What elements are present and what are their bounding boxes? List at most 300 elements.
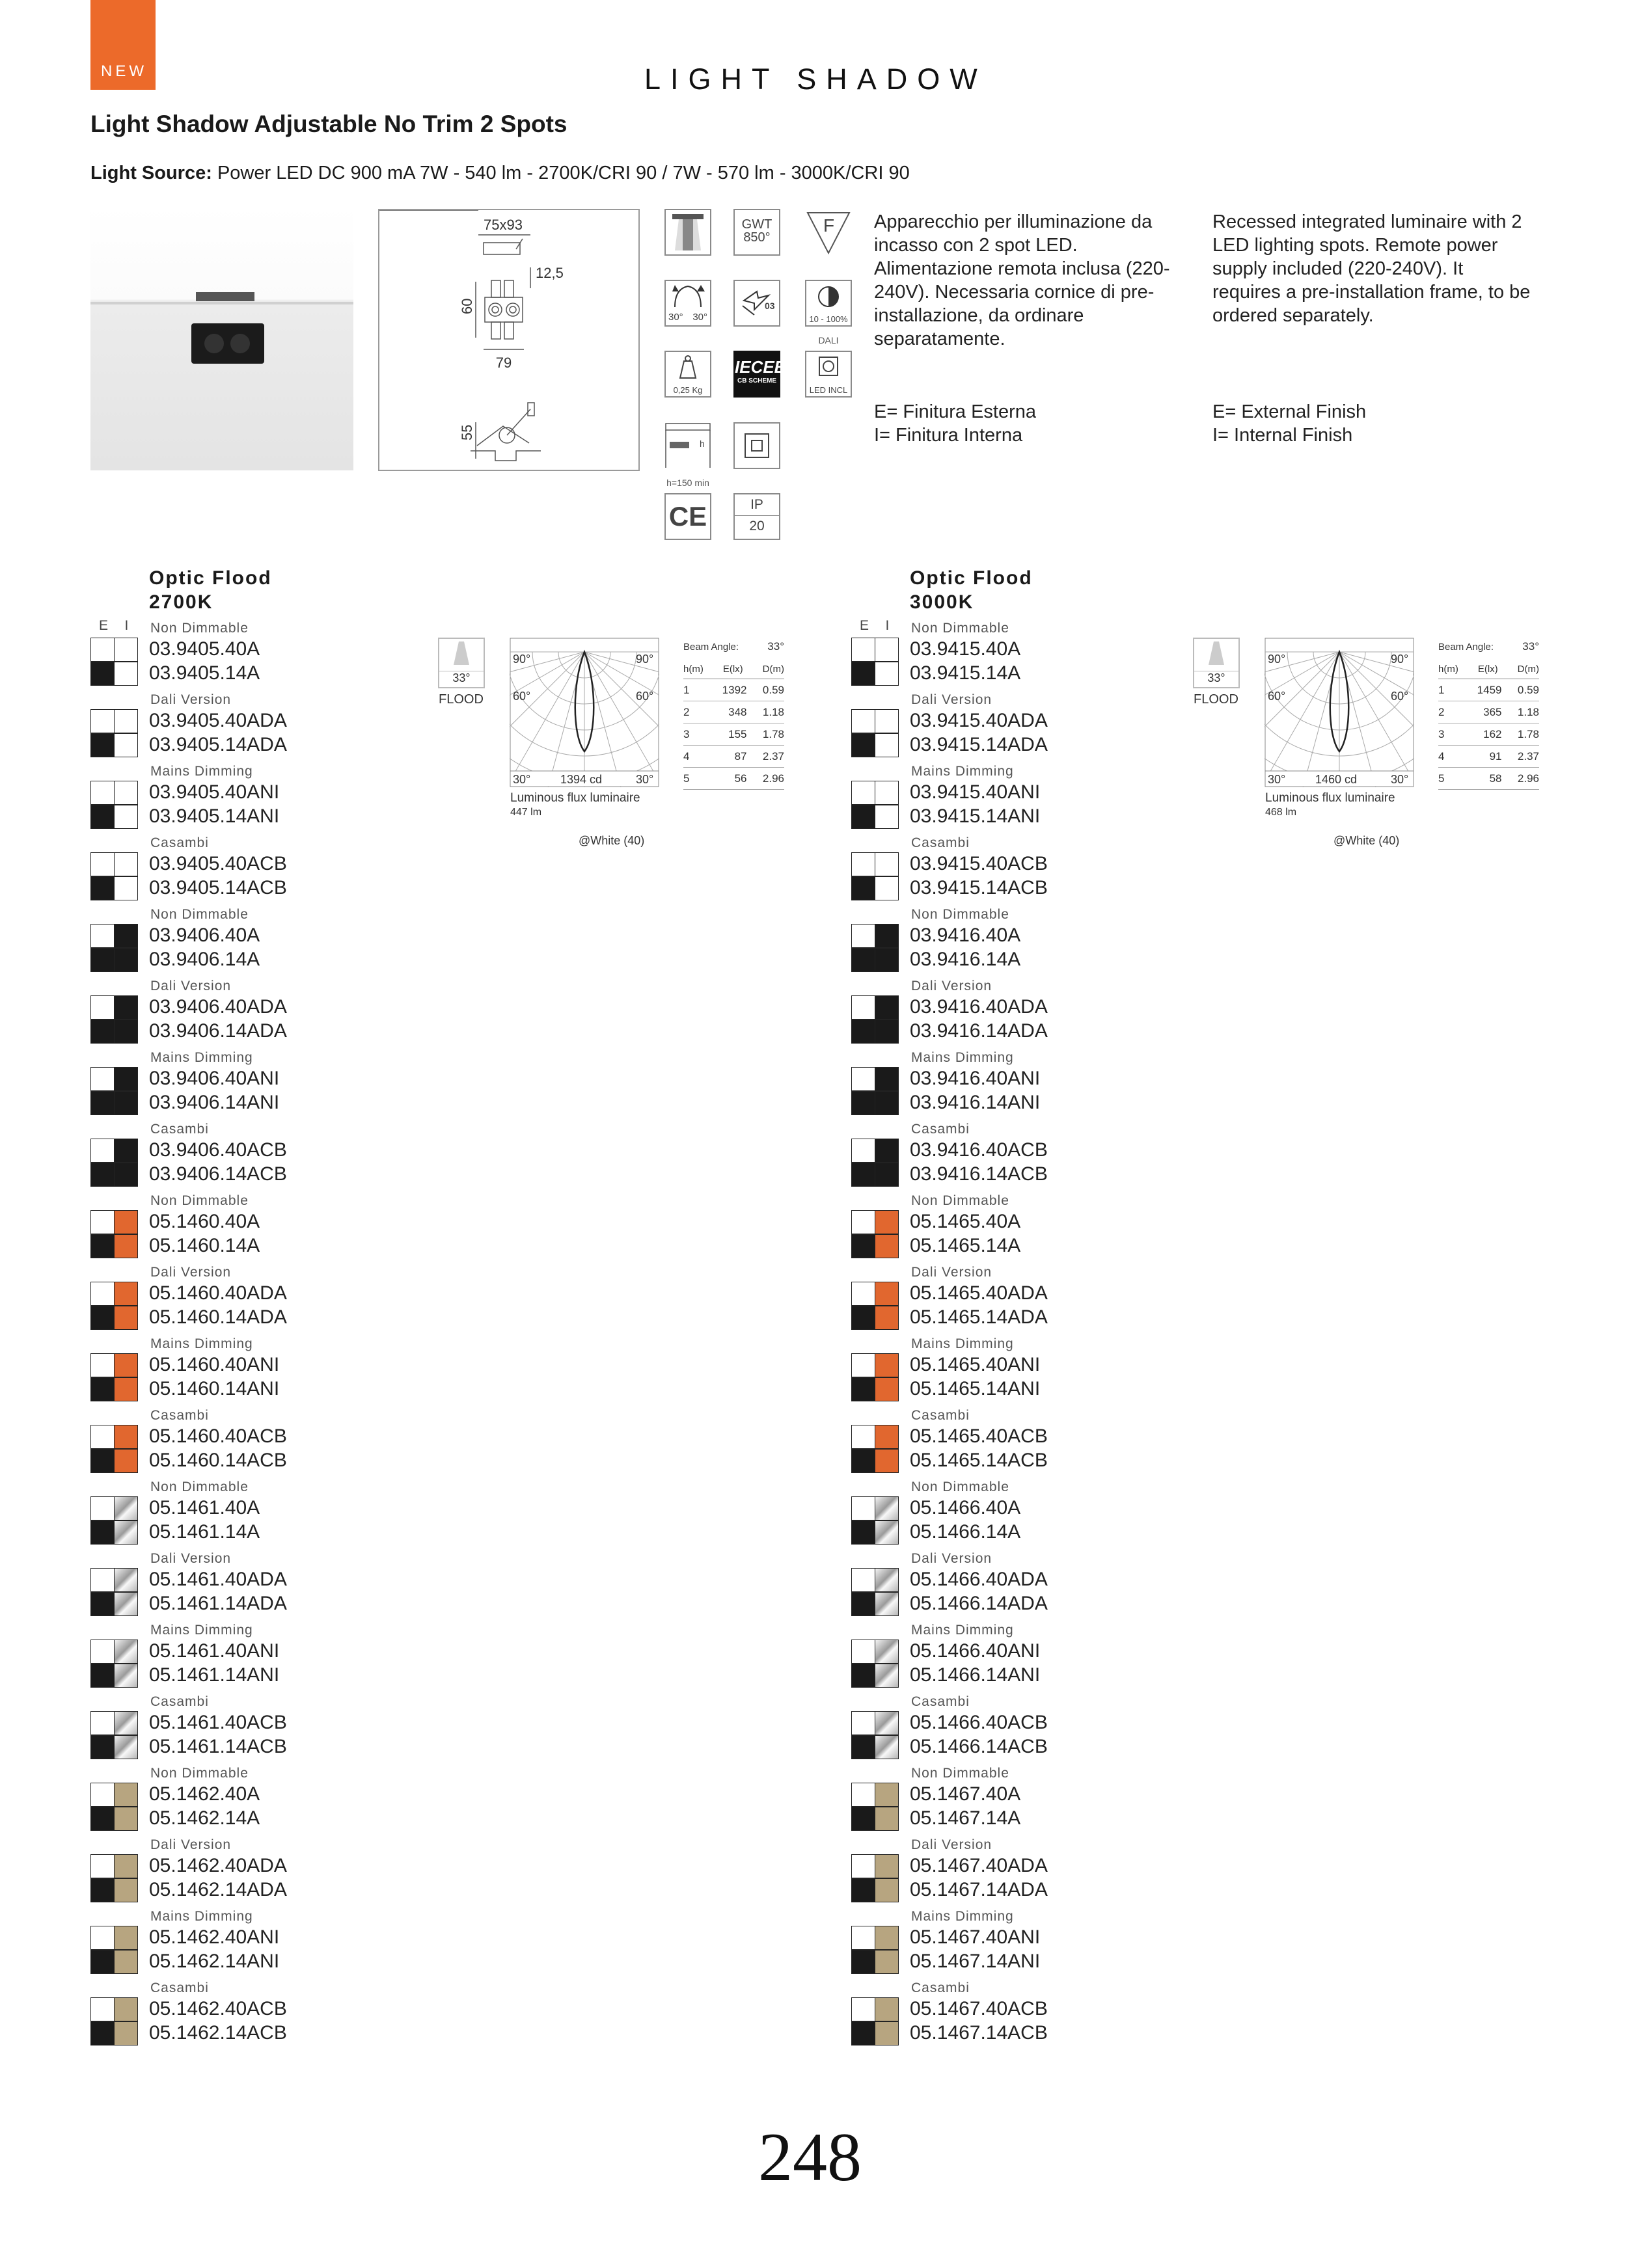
finish-category: Dali Version <box>150 1265 232 1280</box>
product-code: 03.9415.14ANI <box>910 805 1041 827</box>
external-finish-swatch <box>90 1854 115 1878</box>
external-finish-swatch <box>90 1377 115 1401</box>
internal-finish-swatch <box>875 1091 899 1115</box>
product-code: 05.1461.40ANI <box>149 1640 280 1662</box>
dimming-icon <box>805 280 852 327</box>
finish-category: Non Dimmable <box>911 1193 1009 1208</box>
cell-e: 56 <box>734 772 747 785</box>
dim-top: 75x93 <box>484 217 523 233</box>
external-finish-swatch <box>90 1807 115 1831</box>
ceiling-edge <box>90 302 353 304</box>
brand-title: LIGHT SHADOW <box>644 62 987 96</box>
internal-finish-swatch <box>875 1449 899 1473</box>
white-reference: @White (40) <box>579 834 645 847</box>
finish-category: Mains Dimming <box>150 1909 253 1924</box>
internal-finish-swatch <box>114 1067 138 1091</box>
finish-category: Casambi <box>150 1980 209 1995</box>
internal-finish-swatch <box>114 1520 138 1545</box>
install-height-label: h=150 min <box>666 478 709 488</box>
product-code: 05.1461.14ADA <box>149 1593 287 1614</box>
cell-e: 162 <box>1483 727 1502 740</box>
finish-category: Non Dimmable <box>150 621 249 636</box>
ip-icon <box>733 493 780 540</box>
product-code: 03.9416.40ACB <box>910 1139 1048 1161</box>
internal-finish-swatch <box>114 1449 138 1473</box>
internal-finish-swatch <box>875 638 899 662</box>
external-finish-swatch <box>90 1783 115 1807</box>
cell-d: 2.96 <box>762 772 784 785</box>
ip-label: IP <box>750 497 763 512</box>
internal-finish-swatch <box>114 1139 138 1163</box>
external-finish-swatch <box>851 709 875 733</box>
light-source-label: Light Source: <box>90 163 212 183</box>
external-finish-swatch <box>90 2021 115 2045</box>
external-finish-swatch <box>90 1568 115 1592</box>
dim-side: 12,5 <box>536 265 564 281</box>
iecee-icon <box>733 351 786 398</box>
external-finish-swatch <box>90 1926 115 1950</box>
product-code: 05.1466.14ACB <box>910 1736 1048 1757</box>
dali-label: DALI <box>818 335 839 345</box>
external-finish-swatch <box>90 1520 115 1545</box>
external-finish-swatch <box>851 852 875 876</box>
external-finish-swatch <box>90 1306 115 1330</box>
internal-finish-swatch <box>875 1139 899 1163</box>
i-label: I <box>124 618 130 633</box>
cell-h: 1 <box>683 683 690 696</box>
internal-finish-swatch <box>875 709 899 733</box>
product-code: 05.1467.40ADA <box>910 1855 1048 1876</box>
dim-height: 60 <box>459 298 475 314</box>
iecee-label: IECEE <box>735 357 786 377</box>
external-finish-swatch <box>851 1449 875 1473</box>
illuminance-table <box>1438 634 1539 790</box>
external-finish-swatch <box>851 1377 875 1401</box>
product-code: 03.9406.40ADA <box>149 996 287 1018</box>
product-code: 03.9415.14ACB <box>910 877 1048 898</box>
product-code: 03.9405.40A <box>149 638 260 660</box>
product-code: 03.9416.14ACB <box>910 1163 1048 1185</box>
finish-category: Mains Dimming <box>911 1909 1014 1924</box>
finish-category: Dali Version <box>911 1837 992 1852</box>
product-code: 05.1460.40A <box>149 1211 260 1232</box>
i-label: I <box>885 618 891 633</box>
product-code: 05.1465.14ADA <box>910 1306 1048 1328</box>
product-code: 03.9406.14ANI <box>149 1092 280 1113</box>
angle-90-left: 90° <box>513 653 531 666</box>
beam-icon <box>1193 638 1240 688</box>
internal-finish-swatch <box>114 1019 138 1044</box>
internal-finish-swatch <box>875 852 899 876</box>
beam-degree: 33° <box>439 671 484 685</box>
internal-finish-swatch <box>114 1282 138 1306</box>
internal-finish-swatch <box>875 733 899 757</box>
external-finish-swatch <box>90 638 115 662</box>
external-finish-swatch <box>851 1306 875 1330</box>
external-finish-swatch <box>851 2021 875 2045</box>
external-finish-swatch <box>851 1711 875 1735</box>
internal-finish-swatch <box>114 1091 138 1115</box>
external-finish-swatch <box>851 1592 875 1616</box>
product-code: 05.1465.14A <box>910 1235 1021 1256</box>
description-it: Apparecchio per illuminazione da incasso con 2 spot LED. Alimentazione remota inclusa (220-240V). Necessaria cornice di pre-installazione, da ordinare separatamente. <box>874 211 1170 349</box>
peak-candela: 1394 cd <box>560 773 603 786</box>
product-code: 05.1466.40A <box>910 1497 1021 1519</box>
finish-category: Mains Dimming <box>911 764 1014 779</box>
internal-finish-swatch <box>875 1306 899 1330</box>
luminous-flux <box>510 791 640 820</box>
product-code: 05.1465.14ANI <box>910 1378 1041 1399</box>
internal-finish-swatch <box>114 1234 138 1258</box>
product-code: 03.9415.14ADA <box>910 734 1048 755</box>
product-code: 05.1462.14ANI <box>149 1951 280 1972</box>
external-finish-swatch <box>90 1950 115 1974</box>
internal-finish-swatch <box>875 1425 899 1449</box>
internal-finish-swatch <box>875 1997 899 2021</box>
finish-en-external: E= External Finish <box>1212 401 1367 422</box>
product-code: 05.1466.14A <box>910 1521 1021 1543</box>
external-finish-swatch <box>90 1449 115 1473</box>
flux-label: Luminous flux luminaire <box>1265 791 1395 805</box>
optic-title-3000k <box>910 566 1033 614</box>
external-finish-swatch <box>851 733 875 757</box>
angle-60-left: 60° <box>513 690 531 703</box>
finish-category: Non Dimmable <box>911 621 1009 636</box>
external-finish-swatch <box>90 1664 115 1688</box>
external-finish-swatch <box>851 1520 875 1545</box>
internal-finish-swatch <box>114 1735 138 1759</box>
table-row <box>1438 768 1539 790</box>
internal-finish-swatch <box>875 876 899 900</box>
product-code: 05.1462.40ACB <box>149 1998 287 2019</box>
fixture-top <box>196 292 254 301</box>
angle-30-left: 30° <box>513 773 531 786</box>
external-finish-swatch <box>90 1091 115 1115</box>
product-code: 03.9406.40ACB <box>149 1139 287 1161</box>
external-finish-swatch <box>90 1496 115 1520</box>
led-incl-label: LED INCL <box>809 385 848 395</box>
table-row <box>683 768 784 790</box>
class-icon <box>733 280 780 327</box>
e-label: E <box>860 618 871 633</box>
external-finish-swatch <box>851 638 875 662</box>
cell-d: 1.78 <box>1517 727 1539 740</box>
external-finish-swatch <box>851 1067 875 1091</box>
product-code: 05.1462.14A <box>149 1807 260 1829</box>
finish-category: Casambi <box>911 1408 970 1423</box>
product-code: 05.1467.40A <box>910 1783 1021 1805</box>
product-code: 03.9416.14ANI <box>910 1092 1041 1113</box>
finish-category: Dali Version <box>150 1837 232 1852</box>
product-code: 05.1467.14A <box>910 1807 1021 1829</box>
product-code: 05.1467.40ANI <box>910 1926 1041 1948</box>
cell-e: 91 <box>1489 749 1502 763</box>
finish-category: Dali Version <box>911 1265 992 1280</box>
product-code: 03.9405.14ANI <box>149 805 280 827</box>
external-finish-swatch <box>851 1019 875 1044</box>
product-code: 05.1460.14ADA <box>149 1306 287 1328</box>
product-code: 03.9416.40ANI <box>910 1068 1041 1089</box>
internal-finish-swatch <box>114 1950 138 1974</box>
external-finish-swatch <box>90 781 115 805</box>
angle-60-left: 60° <box>1268 690 1286 703</box>
angle-30-right: 30° <box>1391 773 1409 786</box>
external-finish-swatch <box>851 1997 875 2021</box>
product-code: 03.9415.40A <box>910 638 1021 660</box>
finish-category: Mains Dimming <box>150 764 253 779</box>
internal-finish-swatch <box>875 1854 899 1878</box>
gwt-icon <box>733 209 780 256</box>
optic-temp: 2700K <box>149 591 213 613</box>
angle-right: 30° <box>692 312 707 323</box>
internal-finish-swatch <box>114 733 138 757</box>
cell-h: 2 <box>1438 705 1445 718</box>
finish-category: Casambi <box>150 1694 209 1709</box>
beam-angle-value: 33° <box>767 640 784 653</box>
product-code: 03.9406.14ADA <box>149 1020 287 1042</box>
internal-finish-swatch <box>875 781 899 805</box>
internal-finish-swatch <box>875 1210 899 1234</box>
product-code: 03.9405.14A <box>149 662 260 684</box>
finish-category: Dali Version <box>911 692 992 707</box>
internal-finish-swatch <box>875 1520 899 1545</box>
iecee-sub: CB SCHEME <box>737 377 776 385</box>
internal-finish-swatch <box>114 1997 138 2021</box>
cell-d: 0.59 <box>762 683 784 696</box>
illuminance-table <box>683 634 784 790</box>
internal-finish-swatch <box>114 948 138 972</box>
product-code: 03.9405.40ADA <box>149 710 287 731</box>
external-finish-swatch <box>851 662 875 686</box>
external-finish-swatch <box>851 948 875 972</box>
product-code: 05.1467.14ACB <box>910 2022 1048 2044</box>
finish-category: Mains Dimming <box>911 1336 1014 1351</box>
product-code: 05.1467.14ADA <box>910 1879 1048 1900</box>
product-code: 05.1465.14ACB <box>910 1450 1048 1471</box>
product-code: 05.1461.40ADA <box>149 1569 287 1590</box>
external-finish-swatch <box>851 1878 875 1902</box>
product-code: 05.1461.40ACB <box>149 1712 287 1733</box>
white-reference: @White (40) <box>1333 834 1400 847</box>
dimension-drawing <box>378 209 640 471</box>
internal-finish-swatch <box>875 1067 899 1091</box>
ce-mark-icon: CE <box>664 493 711 540</box>
external-finish-swatch <box>851 1091 875 1115</box>
cell-e: 1459 <box>1477 683 1502 696</box>
ei-header-left <box>99 618 130 634</box>
dim-depth: 55 <box>459 424 475 440</box>
led-incl-icon <box>805 351 852 398</box>
cell-d: 1.18 <box>1517 705 1539 718</box>
product-code: 05.1462.40ANI <box>149 1926 280 1948</box>
internal-finish-swatch <box>875 1163 899 1187</box>
external-finish-swatch <box>851 1234 875 1258</box>
product-code: 03.9416.40ADA <box>910 996 1048 1018</box>
ei-header-right <box>860 618 890 634</box>
table-row <box>1438 701 1539 723</box>
beam-name: FLOOD <box>1194 692 1238 707</box>
external-finish-swatch <box>90 1210 115 1234</box>
product-code: 03.9406.40ANI <box>149 1068 280 1089</box>
finish-category: Non Dimmable <box>911 1766 1009 1781</box>
external-finish-swatch <box>90 1067 115 1091</box>
external-finish-swatch <box>851 924 875 948</box>
cell-d: 1.18 <box>762 705 784 718</box>
product-code: 05.1460.40ACB <box>149 1425 287 1447</box>
cell-d: 2.37 <box>1517 749 1539 763</box>
product-code: 05.1461.14A <box>149 1521 260 1543</box>
internal-finish-swatch <box>875 1735 899 1759</box>
internal-finish-swatch <box>114 1425 138 1449</box>
cell-e: 348 <box>728 705 747 718</box>
finish-category: Mains Dimming <box>911 1623 1014 1638</box>
external-finish-swatch <box>90 1640 115 1664</box>
col-e: E(lx) <box>1477 664 1498 675</box>
internal-finish-swatch <box>875 1019 899 1044</box>
table-row <box>1438 723 1539 746</box>
cell-h: 1 <box>1438 683 1445 696</box>
beam-icon <box>438 638 485 688</box>
col-d: D(m) <box>1517 664 1539 675</box>
internal-finish-swatch <box>875 924 899 948</box>
beam-angle-label: Beam Angle: <box>1438 641 1494 653</box>
cell-e: 365 <box>1483 705 1502 718</box>
ip-value: 20 <box>735 515 779 537</box>
internal-finish-swatch <box>114 1592 138 1616</box>
internal-finish-swatch <box>875 1353 899 1377</box>
product-code: 05.1462.40A <box>149 1783 260 1805</box>
product-code: 05.1461.14ACB <box>149 1736 287 1757</box>
internal-finish-swatch <box>114 852 138 876</box>
weight-icon <box>664 351 711 398</box>
finish-it-internal: I= Finitura Interna <box>874 425 1023 446</box>
product-code: 03.9415.40ANI <box>910 781 1041 803</box>
e-label: E <box>99 618 110 633</box>
product-code: 03.9406.14ACB <box>149 1163 287 1185</box>
internal-finish-swatch <box>114 2021 138 2045</box>
cell-h: 5 <box>683 772 690 785</box>
cell-h: 3 <box>683 727 690 740</box>
product-code: 03.9415.40ADA <box>910 710 1048 731</box>
col-e: E(lx) <box>722 664 743 675</box>
internal-finish-swatch <box>114 1926 138 1950</box>
internal-finish-swatch <box>875 662 899 686</box>
cell-d: 2.37 <box>762 749 784 763</box>
finish-category: Casambi <box>150 1408 209 1423</box>
product-code: 03.9416.14A <box>910 949 1021 970</box>
finish-category: Dali Version <box>911 979 992 993</box>
finish-category: Non Dimmable <box>911 907 1009 922</box>
internal-finish-swatch <box>875 1234 899 1258</box>
internal-finish-swatch <box>114 1377 138 1401</box>
page-number: 248 <box>758 2119 862 2195</box>
external-finish-swatch <box>90 1019 115 1044</box>
product-code: 05.1466.40ADA <box>910 1569 1048 1590</box>
product-code: 05.1460.14ACB <box>149 1450 287 1471</box>
col-h: h(m) <box>1438 664 1458 675</box>
weight-label: 0,25 Kg <box>673 385 703 395</box>
external-finish-swatch <box>851 1353 875 1377</box>
external-finish-swatch <box>851 1807 875 1831</box>
cell-e: 87 <box>734 749 747 763</box>
external-finish-swatch <box>90 852 115 876</box>
finish-category: Non Dimmable <box>150 1193 249 1208</box>
finish-category: Dali Version <box>150 692 232 707</box>
external-finish-swatch <box>90 924 115 948</box>
internal-finish-swatch <box>114 662 138 686</box>
finish-category: Dali Version <box>911 1551 992 1566</box>
angle-60-right: 60° <box>1391 690 1409 703</box>
internal-finish-swatch <box>114 1878 138 1902</box>
internal-finish-swatch <box>114 1496 138 1520</box>
product-code: 03.9405.14ACB <box>149 877 287 898</box>
angle-30-left: 30° <box>1268 773 1286 786</box>
external-finish-swatch <box>90 709 115 733</box>
external-finish-swatch <box>90 995 115 1019</box>
internal-finish-swatch <box>875 948 899 972</box>
optic-temp: 3000K <box>910 591 974 613</box>
gwt-degree: 850° <box>743 230 771 245</box>
dim-width: 79 <box>495 355 512 371</box>
internal-finish-swatch <box>114 1711 138 1735</box>
luminous-flux <box>1265 791 1395 820</box>
table-row <box>683 701 784 723</box>
product-code: 05.1461.40A <box>149 1497 260 1519</box>
adjustable-icon <box>664 280 711 327</box>
internal-finish-swatch <box>875 1282 899 1306</box>
external-finish-swatch <box>851 1854 875 1878</box>
svg-text:h: h <box>700 439 705 449</box>
cell-e: 1392 <box>722 683 747 696</box>
class-label: 03 <box>765 301 775 311</box>
product-code: 05.1467.14ANI <box>910 1951 1041 1972</box>
external-finish-swatch <box>851 876 875 900</box>
internal-finish-swatch <box>114 1807 138 1831</box>
finish-category: Non Dimmable <box>150 1766 249 1781</box>
internal-finish-swatch <box>114 1353 138 1377</box>
external-finish-swatch <box>90 1353 115 1377</box>
dimming-label: 10 - 100% <box>809 314 848 324</box>
external-finish-swatch <box>851 1950 875 1974</box>
internal-finish-swatch <box>875 995 899 1019</box>
internal-finish-swatch <box>875 1711 899 1735</box>
external-finish-swatch <box>90 1139 115 1163</box>
external-finish-swatch <box>90 1878 115 1902</box>
finish-category: Mains Dimming <box>150 1050 253 1065</box>
internal-finish-swatch <box>875 1807 899 1831</box>
internal-finish-swatch <box>875 1592 899 1616</box>
product-code: 05.1462.40ADA <box>149 1855 287 1876</box>
external-finish-swatch <box>90 733 115 757</box>
external-finish-swatch <box>90 805 115 829</box>
internal-finish-swatch <box>114 1306 138 1330</box>
cell-h: 4 <box>1438 749 1445 763</box>
fixture-body <box>191 323 264 364</box>
external-finish-swatch <box>90 1592 115 1616</box>
description-en: Recessed integrated luminaire with 2 LED lighting spots. Remote power supply included (220-240V). It requires a pre-installation frame, to be ordered separately. <box>1212 211 1531 326</box>
internal-finish-swatch <box>114 1783 138 1807</box>
finish-category: Casambi <box>911 835 970 850</box>
finish-category: Non Dimmable <box>150 907 249 922</box>
product-code: 05.1467.40ACB <box>910 1998 1048 2019</box>
external-finish-swatch <box>90 1282 115 1306</box>
f-mark-icon <box>805 209 852 256</box>
product-code: 05.1460.14ANI <box>149 1378 280 1399</box>
new-badge: NEW <box>90 0 156 90</box>
internal-finish-swatch <box>114 1163 138 1187</box>
internal-finish-swatch <box>875 1783 899 1807</box>
finish-category: Mains Dimming <box>150 1623 253 1638</box>
